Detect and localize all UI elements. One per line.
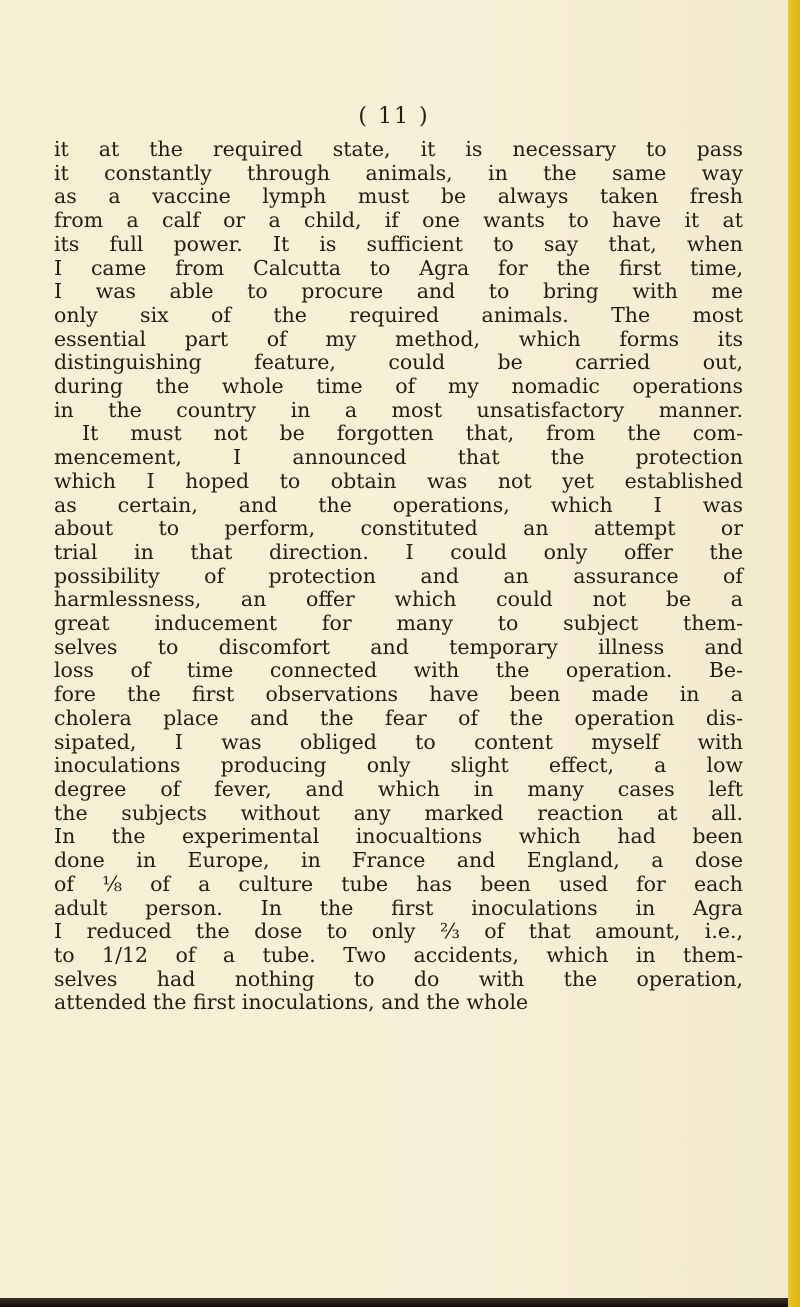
text-line: adult person. In the first inoculations in Agra [54,895,743,920]
text-line: In the experimental inocualtions which had been [54,824,743,849]
text-line: its full power. It is sufficient to say that, when [54,231,743,256]
text-line: of ⅛ of a culture tube has been used for each [54,871,743,896]
text-line: to 1/12 of a tube. Two accidents, which in them- [54,942,743,967]
text-line: loss of time connected with the operation. Be- [54,658,743,683]
text-line: I came from Calcutta to Agra for the first time, [54,255,743,280]
page-edge-bottom [0,1298,788,1307]
text-line: attended the first inoculations, and the whole [54,990,529,1015]
text-line: cholera place and the fear of the operation dis- [54,705,743,730]
text-line: I was able to procure and to bring with me [54,279,743,304]
text-line: as certain, and the operations, which I was [54,492,743,517]
text-line: it at the required state, it is necessary to pass [54,137,743,161]
text-line: harmlessness, an offer which could not be a [54,587,743,612]
text-line: from a calf or a child, if one wants to have it at [54,208,743,233]
text-line: about to perform, constituted an attempt or [54,516,743,541]
text-line: only six of the required animals. The most [54,302,743,327]
text-line: during the whole time of my nomadic operations [54,374,743,399]
text-line: distinguishing feature, could be carried out, [54,350,743,375]
text-line: selves had nothing to do with the operation, [54,966,743,991]
page-number: ( 11 ) [358,104,430,129]
text-line: trial in that direction. I could only offer the [54,539,743,564]
text-line: great inducement for many to subject them- [54,611,743,636]
text-line: It must not be forgotten that, from the com- [82,421,743,446]
text-line: essential part of my method, which forms its [54,326,743,351]
text-line: as a vaccine lymph must be always taken fresh [54,184,743,209]
text-line: selves to discomfort and temporary illness and [54,634,743,659]
text-line: inoculations producing only slight effect, a low [54,753,743,778]
text-line: which I hoped to obtain was not yet established [54,468,743,493]
text-line: sipated, I was obliged to content myself with [54,729,743,754]
text-line: mencement, I announced that the protection [54,445,743,470]
page-edge-right [788,0,800,1307]
text-line: it constantly through animals, in the same way [54,160,743,185]
text-line: in the country in a most unsatisfactory manner. [54,397,743,422]
text-line: possibility of protection and an assurance of [54,563,743,588]
text-line: the subjects without any marked reaction at all. [54,800,743,825]
body-text [54,138,743,1015]
text-line: fore the first observations have been made in a [54,682,743,707]
text-line: I reduced the dose to only ⅔ of that amount, i.e., [54,919,743,944]
text-line: done in Europe, in France and England, a dose [54,848,743,873]
text-line: degree of fever, and which in many cases left [54,776,743,801]
